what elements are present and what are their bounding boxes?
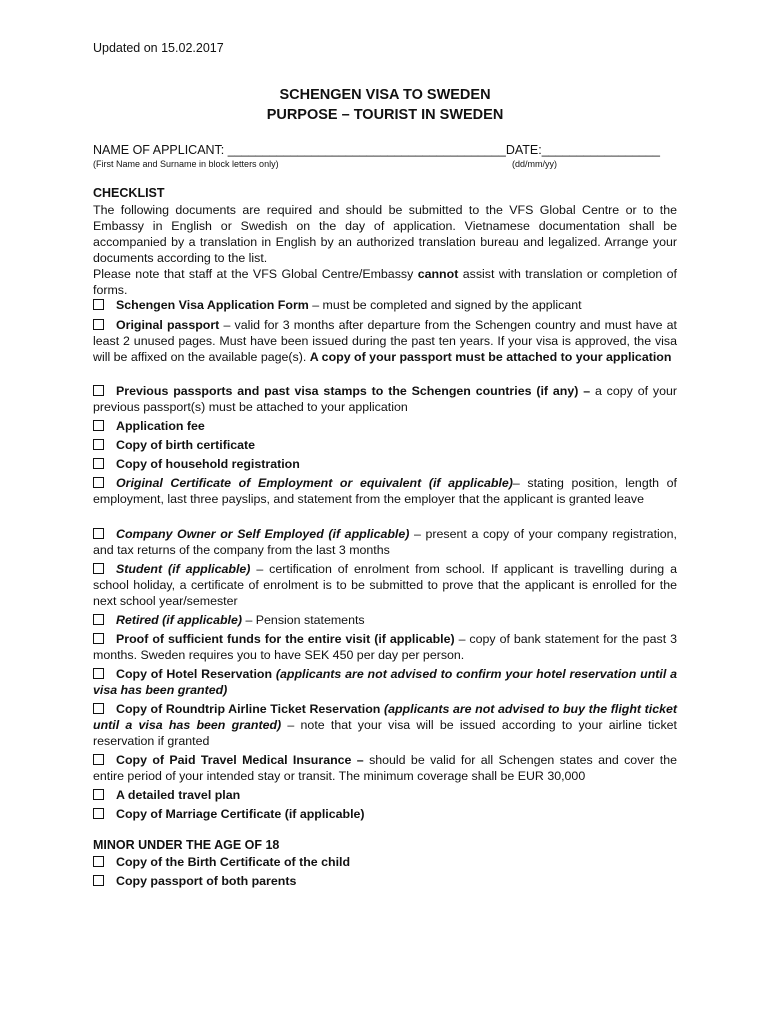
checkbox-icon[interactable] [93, 789, 104, 800]
item-title: Copy of household registration [116, 457, 300, 471]
checklist-item [93, 383, 677, 415]
item-text: a copy of your previous passport(s) must be attached to your application [93, 384, 677, 414]
date-hint: (dd/mm/yy) [512, 159, 557, 169]
item-text: – valid for 3 months after departure from the Schengen country and must have at least 2 unused pages. Must have been issued during the past ten years. If your visa is approved, the visa will be affixed on the available page(s). [93, 318, 677, 364]
item-title: Retired (if applicable) [116, 613, 242, 627]
name-hint: (First Name and Surname in block letters only) [93, 159, 279, 169]
item-emphasis: (applicants are not advised to confirm your hotel reservation until a visa has been granted) [93, 667, 677, 697]
item-title: Application fee [116, 419, 205, 433]
minor-item [93, 873, 677, 889]
checklist-item [93, 297, 677, 313]
checkbox-icon[interactable] [93, 633, 104, 644]
item-title: Original Certificate of Employment or equivalent (if applicable) [116, 476, 513, 490]
item-text: – copy of bank statement for the past 3 months. Sweden requires you to have SEK 450 per day per person. [93, 632, 677, 662]
intro-note-text: Please note that staff at the VFS Global Centre/Embassy [93, 267, 418, 281]
checkbox-icon[interactable] [93, 458, 104, 469]
checklist-heading: CHECKLIST [93, 186, 165, 200]
item-title: Previous passports and past visa stamps to the Schengen countries (if any) – [116, 384, 591, 398]
checklist-item [93, 666, 677, 698]
checkbox-icon[interactable] [93, 856, 104, 867]
item-title: Copy of birth certificate [116, 438, 256, 452]
document-subtitle: PURPOSE – TOURIST IN SWEDEN [266, 107, 504, 123]
item-text: – stating position, length of employment, last three payslips, and statement from the employer that the applicant is granted leave [93, 476, 678, 506]
item-emphasis: A copy of your passport must be attached to your application [309, 350, 672, 364]
checkbox-icon[interactable] [93, 299, 104, 310]
item-title: Original passport [116, 318, 220, 332]
checklist-item [93, 561, 677, 609]
checklist-item [93, 456, 677, 472]
intro-note-emphasis: cannot [417, 267, 459, 281]
checklist-item [93, 701, 677, 749]
item-text: – certification of enrolment from school. If applicant is travelling during a school holiday, a certificate of enrolment is to be submitted to prove that the applicant is enrolled for the next school year/semester [93, 562, 677, 608]
checkbox-icon[interactable] [93, 528, 104, 539]
checklist-item [93, 752, 677, 784]
checkbox-icon[interactable] [93, 477, 104, 488]
item-title: Copy of Roundtrip Airline Ticket Reservation [116, 702, 384, 716]
item-text: – present a copy of your company registration, and tax returns of the company from the last 3 months [93, 527, 677, 557]
intro-note [93, 266, 677, 298]
checkbox-icon[interactable] [93, 420, 104, 431]
item-text: – must be completed and signed by the applicant [308, 298, 582, 312]
checkbox-icon[interactable] [93, 385, 104, 396]
checklist-item [93, 317, 677, 365]
checklist-item [93, 526, 677, 558]
applicant-name-line: NAME OF APPLICANT: ________________________________________DATE:_________________ [93, 143, 660, 157]
checkbox-icon[interactable] [93, 808, 104, 819]
checkbox-icon[interactable] [93, 439, 104, 450]
document-title: SCHENGEN VISA TO SWEDEN [279, 87, 491, 103]
item-title: Company Owner or Self Employed (if applicable) [116, 527, 410, 541]
checkbox-icon[interactable] [93, 875, 104, 886]
checkbox-icon[interactable] [93, 614, 104, 625]
item-title: Copy of the Birth Certificate of the child [116, 855, 351, 869]
item-text: – Pension statements [242, 613, 365, 627]
item-title: Schengen Visa Application Form [116, 298, 309, 312]
checklist-item [93, 806, 677, 822]
updated-date: Updated on 15.02.2017 [93, 41, 224, 55]
item-title: Copy passport of both parents [116, 874, 297, 888]
checkbox-icon[interactable] [93, 754, 104, 765]
checkbox-icon[interactable] [93, 703, 104, 714]
checkbox-icon[interactable] [93, 563, 104, 574]
checklist-item [93, 418, 677, 434]
item-title: Copy of Hotel Reservation [116, 667, 276, 681]
checklist-item [93, 612, 677, 628]
checkbox-icon[interactable] [93, 668, 104, 679]
intro-note-text-end: assist with translation or completion of forms. [93, 267, 677, 297]
item-title: A detailed travel plan [116, 788, 241, 802]
checklist-item [93, 631, 677, 663]
item-title: Student (if applicable) [116, 562, 251, 576]
item-text: – note that your visa will be issued according to your airline ticket reservation if granted [93, 718, 677, 748]
checklist-item [93, 475, 677, 507]
intro-paragraph: The following documents are required and should be submitted to the VFS Global Centre or to the Embassy in English or Swedish on the day of application. Vietnamese documentation shall be accompanied by a translation in English by an authorized translation bureau and legalized. Arrange your documents according to the list. [93, 203, 677, 265]
item-title: Copy of Marriage Certificate (if applicable) [116, 807, 365, 821]
minor-heading: MINOR UNDER THE AGE OF 18 [93, 838, 280, 852]
item-text: should be valid for all Schengen states and cover the entire period of your intended stay or transit. The minimum coverage shall be EUR 30,000 [93, 753, 677, 783]
item-title: Copy of Paid Travel Medical Insurance – [116, 753, 364, 767]
checklist-item [93, 787, 677, 803]
checklist-item [93, 437, 677, 453]
item-emphasis: (applicants are not advised to buy the flight ticket until a visa has been granted) [93, 702, 677, 732]
minor-item [93, 854, 677, 870]
item-title: Proof of sufficient funds for the entire visit (if applicable) [116, 632, 455, 646]
checkbox-icon[interactable] [93, 319, 104, 330]
